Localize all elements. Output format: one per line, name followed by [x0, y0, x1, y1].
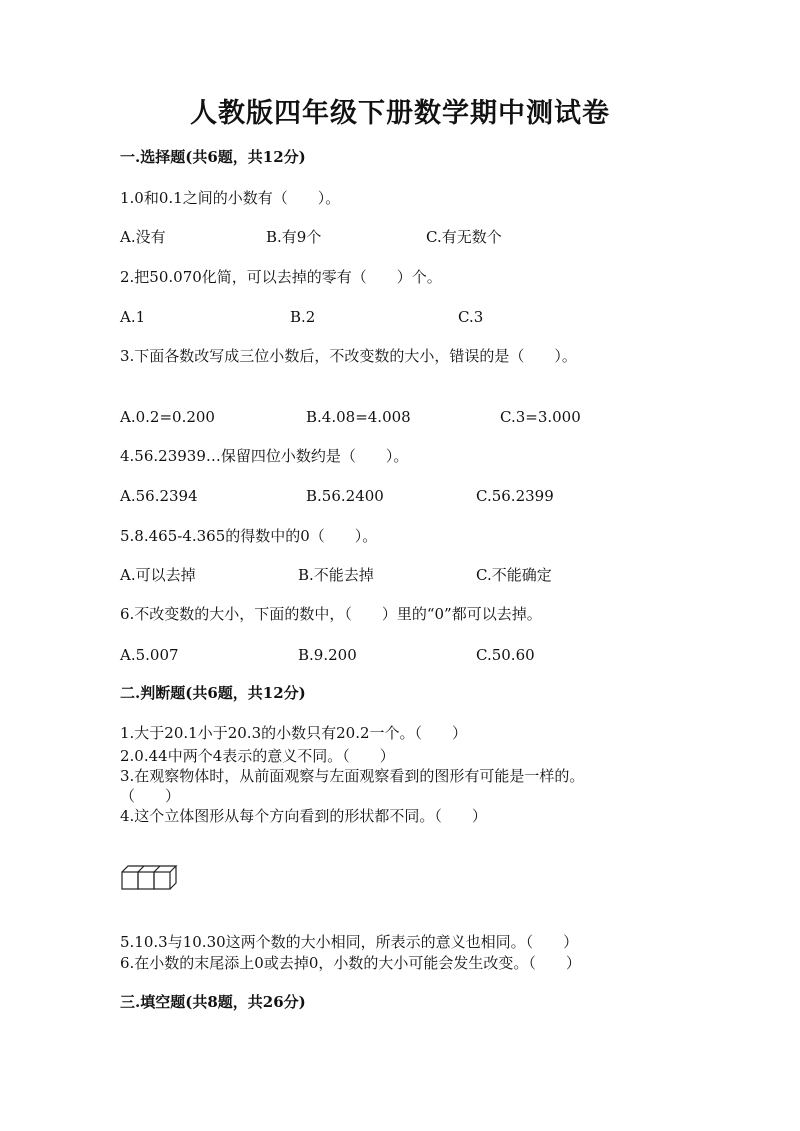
option-c: C.56.2399	[476, 487, 554, 505]
question-text: 3.下面各数改写成三位小数后，不改变数的大小，错误的是（ ）。	[120, 347, 577, 365]
option-a: A.没有	[120, 228, 166, 246]
judgement-item: 5.10.3与10.30这两个数的大小相同，所表示的意义也相同。（ ）	[120, 933, 579, 951]
section-heading-judgement: 二.判断题(共6题，共12分)	[120, 684, 306, 702]
judgement-item: 3.在观察物体时，从前面观察与左面观察看到的图形有可能是一样的。	[120, 767, 585, 785]
page-title: 人教版四年级下册数学期中测试卷	[190, 98, 610, 129]
question-text: 4.56.23939…保留四位小数约是（ ）。	[120, 447, 409, 465]
judgement-item: 6.在小数的末尾添上0或去掉0，小数的大小可能会发生改变。（ ）	[120, 954, 581, 972]
judgement-item: 2.0.44中两个4表示的意义不同。（ ）	[120, 747, 395, 765]
option-a: A.0.2=0.200	[120, 408, 215, 426]
three-cubes-figure	[120, 864, 180, 892]
option-c: C.3	[458, 308, 484, 326]
option-b: B.2	[290, 308, 316, 326]
section-heading-choice: 一.选择题(共6题，共12分)	[120, 148, 306, 166]
option-b: B.有9个	[266, 228, 322, 246]
option-b: B.不能去掉	[298, 566, 374, 584]
option-c: C.不能确定	[476, 566, 552, 584]
option-b: B.9.200	[298, 646, 357, 664]
option-c: C.50.60	[476, 646, 535, 664]
question-text: 1.0和0.1之间的小数有（ ）。	[120, 189, 341, 207]
section-heading-fill-blank: 三.填空题(共8题，共26分)	[120, 993, 306, 1011]
option-b: B.56.2400	[306, 487, 384, 505]
option-b: B.4.08=4.008	[306, 408, 411, 426]
option-a: A.56.2394	[120, 487, 198, 505]
option-c: C.3=3.000	[500, 408, 581, 426]
question-text: 6.不改变数的大小，下面的数中，（ ）里的“0”都可以去掉。	[120, 605, 542, 623]
option-a: A.可以去掉	[120, 566, 196, 584]
option-c: C.有无数个	[426, 228, 502, 246]
question-text: 2.把50.070化简，可以去掉的零有（ ）个。	[120, 268, 442, 286]
judgement-item: 1.大于20.1小于20.3的小数只有20.2一个。（ ）	[120, 724, 468, 742]
judgement-item-continuation: （ ）	[120, 787, 181, 805]
option-a: A.1	[120, 308, 146, 326]
question-text: 5.8.465-4.365的得数中的0（ ）。	[120, 527, 378, 545]
judgement-item: 4.这个立体图形从每个方向看到的形状都不同。（ ）	[120, 807, 487, 825]
option-a: A.5.007	[120, 646, 179, 664]
